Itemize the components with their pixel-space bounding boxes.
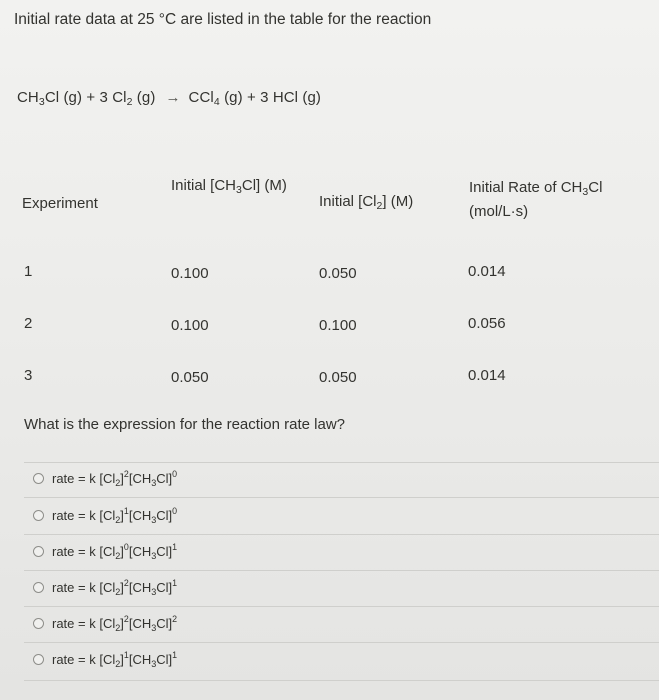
- radio-button-icon[interactable]: [33, 510, 44, 521]
- reaction-arrow-icon: →: [165, 89, 181, 106]
- radio-button-icon[interactable]: [33, 618, 44, 629]
- table-cell-ch3cl: 0.100: [171, 317, 209, 334]
- header-initial-cl2: Initial $[Cl_2]$ (M): [319, 193, 414, 212]
- header-experiment: Experiment: [22, 195, 98, 212]
- reactant-ch3cl: CH: [17, 89, 39, 106]
- table-cell-cl2: 0.100: [319, 317, 357, 334]
- option-label: rate = k $[Cl_2]^0[CH_3Cl]^1$: [52, 541, 178, 561]
- answer-option[interactable]: [33, 541, 177, 561]
- option-label: rate = k $[Cl_2]^2[CH_3Cl]^2$: [52, 613, 178, 633]
- divider: [24, 570, 659, 571]
- table-cell-rate: 0.014: [468, 263, 506, 280]
- chemical-equation: $CH_3Cl$ (g) + 3 $Cl_2$ (g) → CCl$_4$ (g) + 3 HCl (g): [17, 89, 322, 108]
- divider: [24, 680, 659, 681]
- divider: [24, 534, 659, 535]
- rate-units: (mol/L·s): [469, 203, 529, 220]
- radio-button-icon[interactable]: [33, 654, 44, 665]
- header-initial-rate: Initial Rate of $CH_3Cl$ (mol/L·s): [469, 179, 603, 220]
- option-label: rate = k $[Cl_2]^1[CH_3Cl]^0$: [52, 505, 178, 525]
- answer-option[interactable]: [33, 613, 177, 633]
- answer-option[interactable]: [33, 505, 177, 525]
- divider: [24, 642, 659, 643]
- divider: [24, 606, 659, 607]
- option-label: rate = k $[Cl_2]^2[CH_3Cl]^1$: [52, 577, 178, 597]
- table-cell-ch3cl: 0.050: [171, 369, 209, 386]
- radio-button-icon[interactable]: [33, 582, 44, 593]
- product-ccl4: CCl: [188, 89, 214, 106]
- table-cell-rate: 0.014: [468, 367, 506, 384]
- radio-button-icon[interactable]: [33, 473, 44, 484]
- table-cell-experiment: 3: [24, 367, 33, 384]
- table-cell-ch3cl: 0.100: [171, 265, 209, 282]
- question-text: What is the expression for the reaction rate law?: [24, 416, 345, 433]
- table-cell-cl2: 0.050: [319, 369, 357, 386]
- table-cell-cl2: 0.050: [319, 265, 357, 282]
- divider: [24, 497, 659, 498]
- table-cell-rate: 0.056: [468, 315, 506, 332]
- intro-text: Initial rate data at 25 °C are listed in the table for the reaction: [14, 11, 432, 28]
- answer-option[interactable]: [33, 577, 177, 597]
- radio-button-icon[interactable]: [33, 546, 44, 557]
- header-initial-ch3cl: Initial $[CH_3Cl]$ (M): [171, 177, 287, 196]
- answer-option[interactable]: [33, 649, 177, 669]
- table-cell-experiment: 2: [24, 315, 33, 332]
- divider: [24, 462, 659, 463]
- answer-option[interactable]: [33, 468, 177, 488]
- option-label: rate = k $[Cl_2]^1[CH_3Cl]^1$: [52, 649, 178, 669]
- option-label: rate = k $[Cl_2]^2[CH_3Cl]^0$: [52, 468, 178, 488]
- table-cell-experiment: 1: [24, 263, 33, 280]
